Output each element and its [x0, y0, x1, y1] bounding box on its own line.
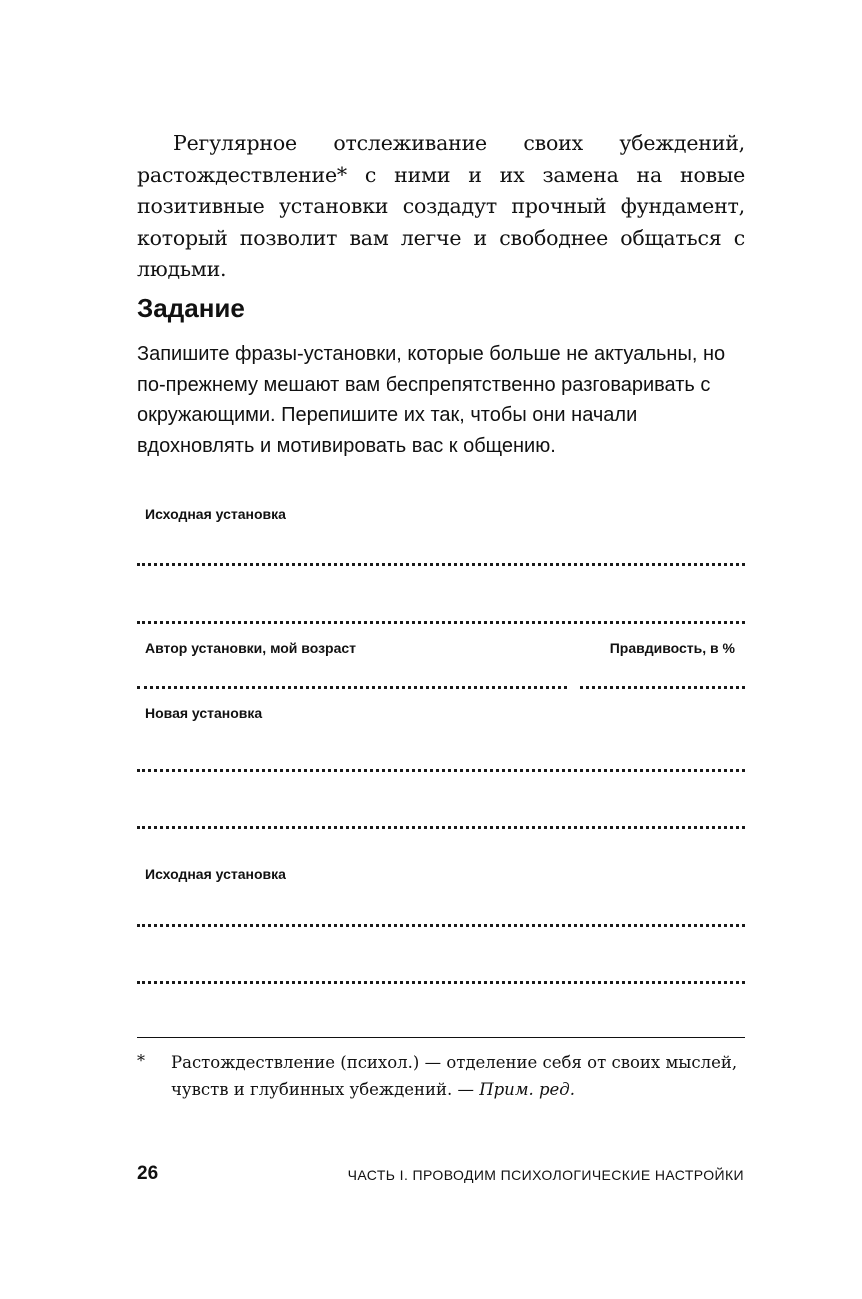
- original-belief-line-2[interactable]: [137, 621, 745, 624]
- footnote-body: Растождествление (психол.) — отделение себя от своих мыслей, чувств и глубинных убеждений. —: [171, 1053, 738, 1099]
- original-belief-label-2: Исходная установка: [145, 866, 286, 882]
- truthfulness-label: Правдивость, в %: [609, 640, 735, 656]
- new-belief-label: Новая установка: [145, 705, 263, 721]
- new-belief-line-2[interactable]: [137, 826, 745, 829]
- footnote-divider: [137, 1037, 745, 1038]
- truthfulness-line[interactable]: [580, 686, 745, 689]
- intro-paragraph: Регулярное отслеживание своих убеждений, растождествление* с ними и их замена на новые позитивные установки создадут прочный фундамент, который позволит вам легче и свободнее общаться с людьми.: [137, 131, 745, 281]
- task-text: Запишите фразы-установки, которые больше не актуальны, но по-прежнему мешают вам беспрепятственно разговаривать с окружающими. Перепишите их так, чтобы они начали вдохновлять и мотивировать вас к общению.: [137, 343, 726, 457]
- new-belief-line-1[interactable]: [137, 769, 745, 772]
- task-heading: Задание: [137, 293, 245, 323]
- belief-author-line[interactable]: [137, 686, 567, 689]
- original-belief-2-line-2[interactable]: [137, 981, 745, 984]
- footnote-mark: *: [137, 1051, 145, 1070]
- original-belief-2-line-1[interactable]: [137, 924, 745, 927]
- original-belief-line-1[interactable]: [137, 563, 745, 566]
- original-belief-label: Исходная установка: [145, 506, 286, 522]
- footnote-editor-note: Прим. ред.: [479, 1080, 576, 1099]
- page-number: 26: [137, 1163, 159, 1184]
- belief-author-label: Автор установки, мой возраст: [145, 640, 357, 656]
- footnote-text: [171, 1049, 751, 1103]
- running-head: ЧАСТЬ I. ПРОВОДИМ ПСИХОЛОГИЧЕСКИЕ НАСТРОЙКИ: [347, 1167, 744, 1183]
